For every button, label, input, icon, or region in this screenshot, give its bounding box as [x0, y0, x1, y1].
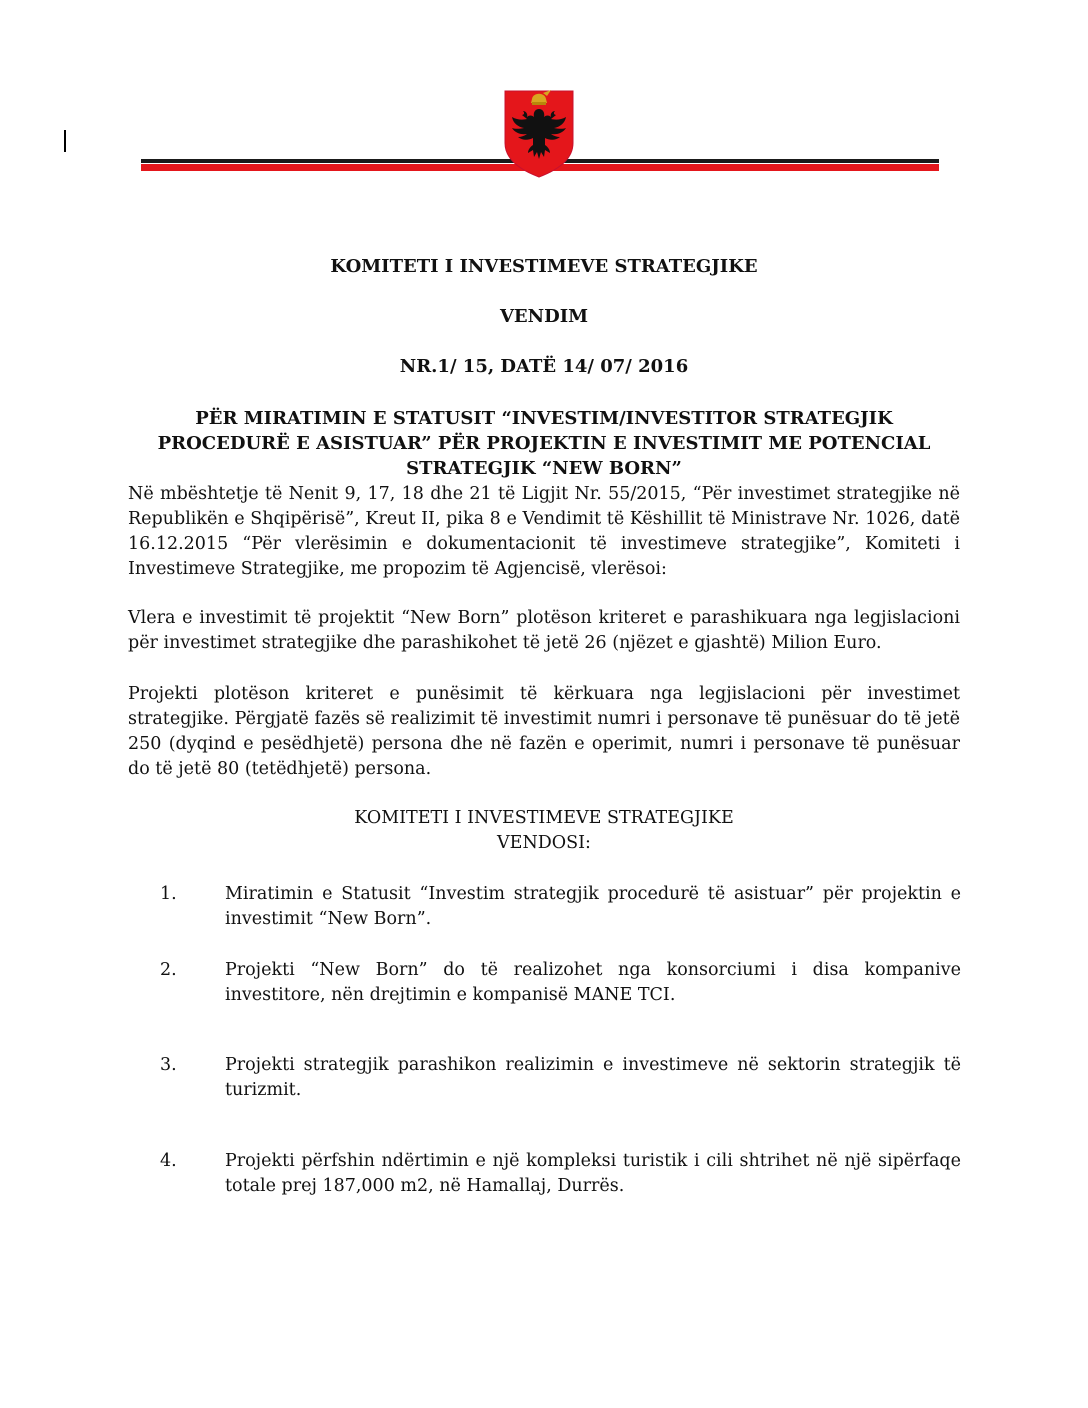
paragraph-legal-basis: Në mbështetje të Nenit 9, 17, 18 dhe 21 të Ligjit Nr. 55/2015, “Për investimet strategjike në Republikën e Shqipërisë”, Kreut II, pika 8 e Vendimit të Këshillit të Ministrave Nr. 1026, datë 16.12.2015 “Për vlerësimin e dokumentacionit të investimeve strategjike”, Komiteti i Investimeve Strategjike, me propozim të Agjencisë, vlerësoi: [128, 484, 960, 579]
list-item-text: Projekti përfshin ndërtimin e një kompleksi turistik i cili shtrihet në një sipërfaqe totale prej 187,000 m2, në Hamallaj, Durrës. [225, 1151, 961, 1196]
committee-title: KOMITETI I INVESTIMEVE STRATEGJIKE [330, 256, 758, 277]
list-item-text: Projekti strategjik parashikon realizimin e investimeve në sektorin strategjik të turizmit. [225, 1055, 961, 1100]
decision-subject: PËR MIRATIMIN E STATUSIT “INVESTIM/INVESTITOR STRATEGJIK PROCEDURË E ASISTUAR” PËR PROJEKTIN E INVESTIMIT ME POTENCIAL STRATEGJIK “NEW BORN” [157, 408, 931, 479]
decides-heading [0, 806, 1088, 856]
list-item-number: 3. [160, 1055, 177, 1075]
paragraph-investment-value: Vlera e investimit të projektit “New Born” plotëson kriteret e parashikuara nga legjislacioni për investimet strategjike dhe parashikohet të jetë 26 (njëzet e gjashtë) Milion Euro. [128, 608, 960, 653]
decision-number: NR.1/ 15, DATË 14/ 07/ 2016 [399, 356, 689, 377]
list-item-text: Miratimin e Statusit “Investim strategjik procedurë të asistuar” për projektin e investimit “New Born”. [225, 884, 961, 929]
list-item-number: 2. [160, 960, 177, 980]
albania-coat-of-arms-icon [503, 87, 575, 179]
list-item-number: 4. [160, 1151, 177, 1171]
paragraph-employment: Projekti plotëson kriteret e punësimit të kërkuara nga legjislacioni për investimet strategjike. Përgjatë fazës së realizimit të investimit numri i personave të punësuar do të jetë 250 (dyqind e pesëdhjetë) persona dhe në fazën e operimit, numri i personave të punësuar do të jetë 80 (tetëdhjetë) persona. [128, 684, 960, 779]
decides-committee: KOMITETI I INVESTIMEVE STRATEGJIKE [354, 808, 734, 828]
list-item-text: Projekti “New Born” do të realizohet nga konsorciumi i disa kompanive investitore, nën drejtimin e kompanisë MANE TCI. [225, 960, 961, 1005]
text-cursor [64, 130, 66, 152]
decides-label: VENDOSI: [497, 833, 591, 853]
list-item-number: 1. [160, 884, 177, 904]
decision-title: VENDIM [499, 306, 589, 327]
